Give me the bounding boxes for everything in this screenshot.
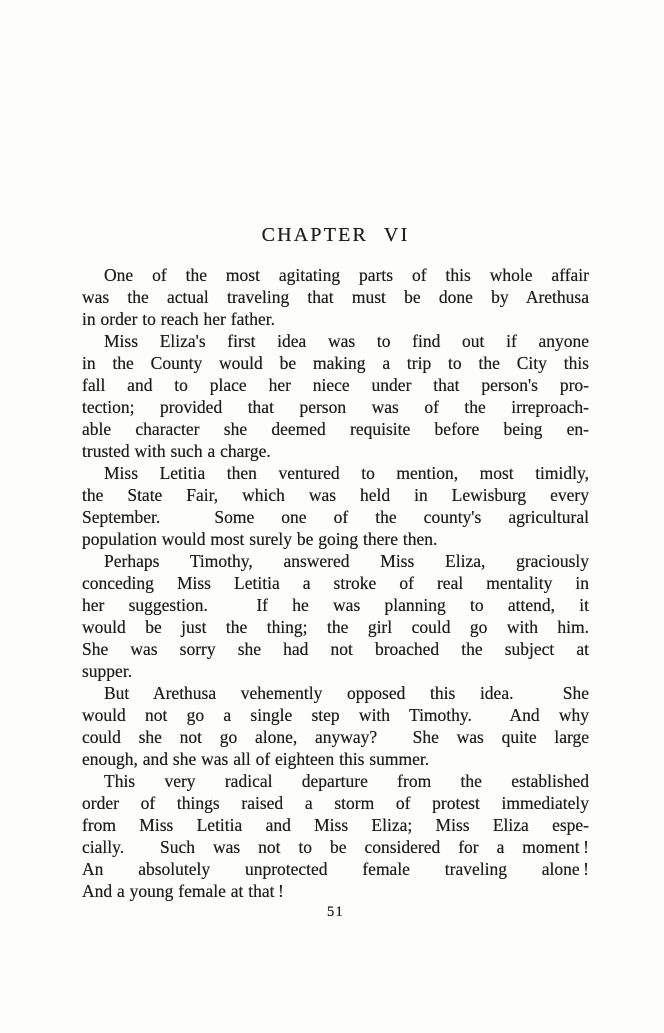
text-line: able character she deemed requisite before being en- [82, 419, 589, 439]
chapter-heading: CHAPTER VI [261, 224, 410, 246]
text-line: trusted with such a charge. [82, 441, 271, 461]
paragraph [82, 682, 589, 770]
text-line: fall and to place her niece under that person's pro- [82, 375, 589, 395]
text-line: Miss Eliza's first idea was to find out if anyone [104, 331, 589, 351]
text-line: But Arethusa vehemently opposed this idea. She [104, 683, 589, 703]
text-line: tection; provided that person was of the irreproach- [82, 397, 589, 417]
text-line: An absolutely unprotected female traveling alone ! [82, 859, 589, 879]
text-line: would not go a single step with Timothy. And why [82, 705, 589, 725]
text-line: September. Some one of the county's agricultural [82, 507, 589, 527]
text-line: And a young female at that ! [82, 881, 284, 901]
page-number: 51 [327, 904, 344, 920]
text-line: could she not go alone, anyway? She was quite large [82, 727, 589, 747]
text-line: order of things raised a storm of protest immediately [82, 793, 589, 813]
text-line: enough, and she was all of eighteen this summer. [82, 749, 430, 769]
text-line: Perhaps Timothy, answered Miss Eliza, graciously [104, 551, 589, 571]
text-line: was the actual traveling that must be done by Arethusa [82, 287, 589, 307]
text-line: in order to reach her father. [82, 309, 275, 329]
text-line: supper. [82, 661, 133, 681]
text-line: the State Fair, which was held in Lewisburg every [82, 485, 589, 505]
text-line: Miss Letitia then ventured to mention, most timidly, [104, 463, 589, 483]
text-line: from Miss Letitia and Miss Eliza; Miss Eliza espe- [82, 815, 589, 835]
text-line: her suggestion. If he was planning to attend, it [82, 595, 589, 615]
text-line: in the County would be making a trip to the City this [82, 353, 589, 373]
paragraph [82, 462, 589, 550]
paragraph [82, 264, 589, 330]
text-line: population would most surely be going there then. [82, 529, 438, 549]
paragraph [82, 770, 589, 902]
text-line: conceding Miss Letitia a stroke of real mentality in [82, 573, 589, 593]
text-line: would be just the thing; the girl could go with him. [82, 617, 589, 637]
text-line: One of the most agitating parts of this whole affair [104, 265, 589, 285]
text-line: She was sorry she had not broached the subject at [82, 639, 589, 659]
text-line: This very radical departure from the established [104, 771, 589, 791]
paragraph [82, 330, 589, 462]
paragraph [82, 550, 589, 682]
text-block [82, 264, 589, 902]
text-line: cially. Such was not to be considered for a moment ! [82, 837, 589, 857]
